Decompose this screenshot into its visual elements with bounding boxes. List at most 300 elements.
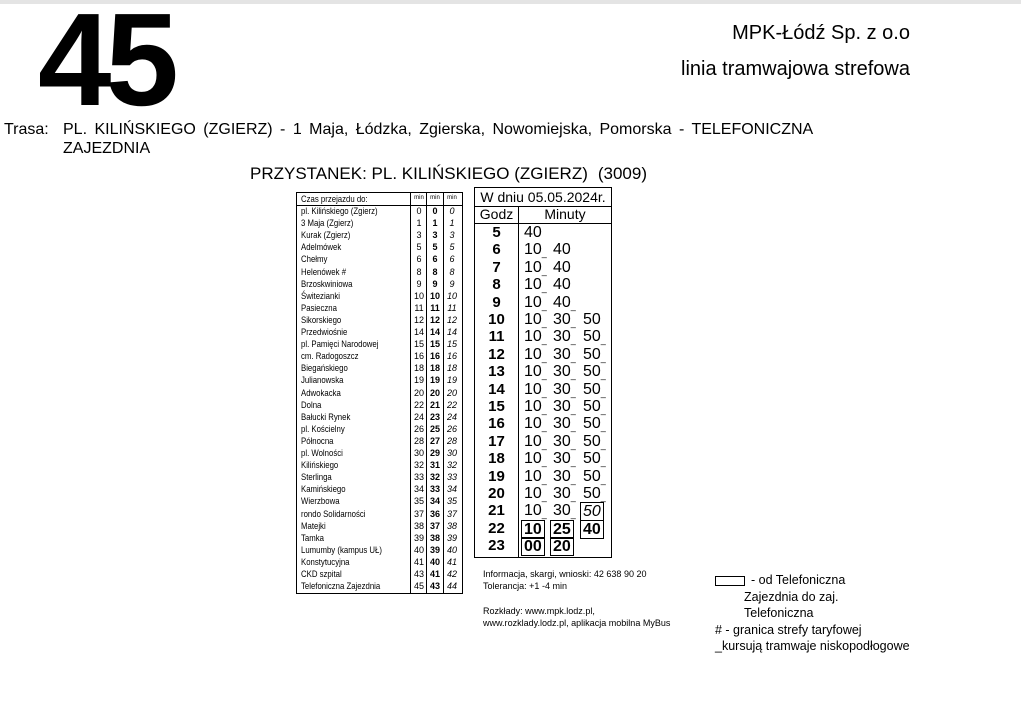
timetable-row [475, 502, 611, 519]
minute-value: 10 [524, 258, 542, 276]
timetable-row [475, 433, 611, 450]
minute-value: 00 [524, 538, 542, 556]
stop-name-cell: Świtezianki [301, 290, 340, 302]
travel-time-cell: 12 [446, 314, 457, 325]
travel-time-cell: 30 [413, 448, 424, 458]
timetable-row [475, 294, 611, 311]
low-floor-marker: _ [570, 422, 576, 433]
low-floor-marker: _ [541, 283, 547, 294]
travel-time-cell: 3 [432, 230, 438, 241]
travel-time-cell: 6 [432, 254, 438, 265]
travel-time-cell: 37 [429, 520, 440, 531]
line-number: 45 [38, 0, 173, 133]
travel-time-cell: 15 [446, 339, 457, 350]
departure-minute [583, 328, 606, 345]
low-floor-marker: _ [600, 370, 606, 381]
travel-time-cell: 38 [413, 520, 424, 531]
table-row [297, 388, 462, 400]
table-row [297, 412, 462, 424]
legend-text: # - granica strefy taryfowej [715, 623, 862, 637]
legend-text: Telefoniczna [744, 606, 814, 620]
travel-time-cell: 9 [432, 278, 438, 289]
departure-minute [521, 537, 545, 556]
tolerance-info: Tolerancja: +1 -4 min [483, 581, 568, 592]
departure-minute [553, 468, 576, 485]
minute-value: 40 [553, 276, 571, 294]
departure-minute [524, 294, 547, 311]
travel-time-cell: 41 [446, 556, 457, 567]
operator-name: MPK-Łódź Sp. z o.o [732, 22, 910, 44]
timetable-row [475, 381, 611, 398]
travel-time-cell: 39 [429, 544, 440, 555]
stop-name-cell: Północna [301, 435, 334, 447]
travel-time-cell: 24 [446, 411, 457, 422]
hour-cell: 8 [492, 276, 501, 294]
minute-value: 30 [553, 485, 571, 502]
travel-time-cell: 0 [449, 206, 455, 216]
travel-time-cell: 32 [413, 460, 424, 471]
departure-minute [583, 433, 606, 450]
travel-time-cell: 32 [446, 460, 457, 471]
low-floor-marker: _ [541, 439, 547, 450]
travel-time-cell: 18 [413, 363, 424, 374]
stop-name-cell: pl. Kościelny [301, 423, 345, 435]
low-floor-marker: _ [570, 335, 576, 346]
stop-name-cell: Julianowska [301, 375, 344, 387]
departure-minute [553, 363, 576, 380]
departure-minute [583, 311, 601, 328]
table-row [297, 206, 462, 218]
hour-cell: 20 [488, 485, 505, 502]
travel-time-cell: 34 [446, 484, 457, 495]
stop-name-cell: Kilińskiego [301, 460, 339, 472]
timetable [474, 187, 612, 558]
travel-time-cell: 18 [446, 363, 457, 374]
minute-value: 30 [553, 450, 571, 468]
minute-value: 40 [553, 241, 571, 259]
departure-minute [524, 398, 547, 415]
timetable-row [475, 363, 611, 380]
travel-time-cell: 37 [446, 508, 457, 519]
travel-time-cell: 38 [429, 532, 440, 543]
travel-time-cell: 38 [446, 520, 457, 531]
travel-time-cell: 3 [416, 230, 422, 241]
departure-minute [580, 520, 604, 539]
table-row [297, 484, 462, 496]
table-row [297, 230, 462, 242]
hour-cell: 23 [488, 537, 505, 555]
travel-time-cell: 21 [429, 399, 440, 410]
travel-time-cell: 9 [416, 278, 422, 289]
table-row [297, 339, 462, 351]
low-floor-marker: _ [541, 492, 547, 502]
stop-name-cell: Adwokacka [301, 387, 341, 399]
table-row [297, 375, 462, 387]
hour-cell: 10 [488, 311, 505, 328]
minute-value: 50 [583, 415, 601, 433]
hour-cell: 6 [492, 241, 501, 259]
travel-time-cell: 23 [429, 411, 440, 422]
low-floor-marker: _ [570, 405, 576, 415]
travel-time-cell: 16 [446, 351, 457, 362]
stop-name-cell: Biegańskiego [301, 363, 348, 375]
stop-name-cell: Kamińskiego [301, 484, 346, 496]
stop-name-cell: pl. Wolności [301, 448, 343, 459]
departure-minute [553, 398, 576, 415]
hour-cell: 12 [488, 345, 505, 363]
minutes-column-header: Minuty [544, 206, 586, 222]
minute-value: 10 [524, 380, 542, 398]
table-row [297, 521, 462, 533]
travel-time-cell: 41 [413, 556, 424, 567]
low-floor-marker: _ [541, 405, 547, 415]
departure-minute [553, 502, 576, 519]
travel-time-cell: 34 [413, 484, 424, 495]
minute-value: 50 [583, 311, 601, 328]
travel-time-cell: 40 [413, 544, 424, 555]
low-floor-marker: _ [541, 300, 547, 311]
stop-name-cell: Sterlinga [301, 472, 332, 484]
departure-minute [583, 363, 606, 380]
departure-minute [553, 485, 576, 502]
travel-time-cell: 34 [429, 496, 440, 507]
departure-minute [553, 381, 576, 398]
hour-cell: 7 [492, 258, 501, 276]
table-row [297, 533, 462, 545]
stop-name-cell: pl. Kilińskiego (Zgierz) [301, 206, 378, 217]
timetable-row [475, 537, 611, 554]
departure-minute [583, 450, 606, 467]
travel-time-cell: 20 [446, 387, 457, 398]
timetable-row [475, 415, 611, 432]
low-floor-marker: _ [570, 387, 576, 398]
minute-value: 40 [553, 258, 571, 276]
departure-minute [583, 468, 606, 485]
travel-time-cell: 12 [429, 314, 440, 325]
stop-name-cell: Adelmówek [301, 242, 342, 254]
minute-value: 40 [553, 293, 571, 311]
travel-time-cell: 32 [429, 472, 440, 483]
departure-minute [524, 363, 547, 380]
low-floor-marker: _ [541, 509, 547, 520]
low-floor-marker: _ [600, 439, 606, 450]
minute-value: 50 [583, 450, 601, 468]
departure-minute [524, 415, 547, 432]
low-floor-marker: _ [541, 370, 547, 381]
table-row [297, 218, 462, 230]
stop-name-cell: Sikorskiego [301, 314, 342, 326]
timetable-row [475, 520, 611, 537]
travel-time-cell: 9 [449, 278, 455, 289]
minute-value: 30 [553, 328, 571, 346]
low-floor-marker: _ [570, 370, 576, 381]
stop-name-cell: Telefoniczna Zajezdnia [301, 581, 381, 593]
travel-time-cell: 39 [413, 532, 424, 543]
table-row [297, 315, 462, 327]
travel-time-cell: 20 [429, 387, 440, 398]
travel-time-cell: 26 [413, 423, 424, 434]
low-floor-marker: _ [570, 439, 576, 450]
travel-time-cell: 12 [413, 314, 424, 325]
travel-time-cell: 8 [432, 266, 438, 277]
minute-value: 10 [524, 415, 542, 433]
departure-minute [524, 433, 547, 450]
timetable-row [475, 276, 611, 293]
table-row [297, 327, 462, 339]
stop-name-cell: Przedwiośnie [301, 327, 348, 338]
departure-minute [524, 381, 547, 398]
hour-cell: 11 [488, 328, 505, 346]
departure-minute [553, 311, 576, 328]
low-floor-marker: _ [541, 248, 547, 259]
websites-block [483, 606, 670, 630]
minute-value: 30 [553, 432, 571, 450]
travel-time-cell: 40 [429, 556, 440, 567]
minute-value: 30 [553, 345, 571, 363]
hour-cell: 14 [488, 380, 505, 398]
stop-name-cell: Bałucki Rynek [301, 411, 351, 423]
minute-value: 40 [583, 520, 601, 538]
timetable-row [475, 311, 611, 328]
legend-box-symbol [715, 576, 745, 586]
stop-name-cell: Konstytucyjna [301, 556, 350, 568]
minute-value: 30 [553, 398, 571, 415]
minute-value: 10 [524, 502, 542, 520]
departure-minute [524, 328, 547, 345]
travel-time-cell: 10 [446, 290, 457, 301]
table-row [297, 509, 462, 521]
hour-cell: 5 [492, 224, 501, 241]
departure-minute [583, 381, 606, 398]
travel-time-cell: 19 [413, 375, 424, 386]
travel-time-cell: 15 [413, 339, 424, 350]
travel-time-cell: 11 [414, 302, 424, 313]
minute-value: 30 [553, 467, 571, 485]
table-row [297, 424, 462, 436]
minute-value: 30 [553, 415, 571, 433]
timetable-row [475, 450, 611, 467]
minute-value: 10 [524, 293, 542, 311]
minute-value: 10 [524, 485, 542, 502]
departure-minute [524, 346, 547, 363]
low-floor-marker: _ [570, 352, 576, 363]
table-row [297, 242, 462, 254]
stop-code: (3009) [597, 164, 647, 183]
low-floor-marker: _ [570, 509, 576, 520]
table-row [297, 400, 462, 412]
hour-cell: 19 [488, 467, 505, 485]
departure-minute [583, 415, 606, 432]
travel-time-cell: 25 [429, 423, 440, 434]
travel-time-cell: 33 [429, 484, 440, 495]
travel-time-cell: 35 [413, 496, 424, 507]
departure-minute [524, 485, 547, 502]
departure-minute [524, 241, 547, 258]
minute-value: 10 [524, 363, 542, 381]
travel-time-cell: 29 [429, 448, 440, 458]
stop-name: PRZYSTANEK: PL. KILIŃSKIEGO (ZGIERZ) [250, 164, 588, 183]
minute-value: 10 [524, 467, 542, 485]
minute-value: 10 [524, 398, 542, 415]
travel-time-cell: 24 [413, 411, 424, 422]
stop-name-cell: Brzoskwiniowa [301, 278, 353, 290]
table-row [297, 581, 462, 593]
minute-value: 50 [583, 432, 601, 450]
timetable-date: W dniu 05.05.2024r. [475, 188, 611, 207]
travel-times-table [296, 192, 463, 594]
travel-time-cell: 28 [446, 435, 457, 446]
minute-value: 50 [583, 380, 601, 398]
travel-time-cell: 33 [413, 472, 424, 483]
departure-minute [524, 276, 547, 293]
route-text: PL. KILIŃSKIEGO (ZGIERZ) - 1 Maja, Łódzka, Zgierska, Nowomiejska, Pomorska - TELEFONICZNA ZAJEZDNIA [63, 121, 813, 157]
table-row [297, 496, 462, 508]
table-row [297, 460, 462, 472]
hour-cell: 13 [488, 363, 505, 381]
travel-time-cell: 10 [413, 290, 424, 301]
unit-label: min [447, 195, 457, 201]
travel-times-header-label: Czas przejazdu do: [301, 194, 368, 205]
stop-name-cell: CKD szpital [301, 569, 342, 580]
travel-time-cell: 6 [416, 254, 422, 265]
low-floor-marker: _ [541, 318, 547, 328]
low-floor-marker: _ [600, 387, 606, 398]
legend-text: Zajezdnia do zaj. [744, 590, 839, 604]
travel-time-cell: 20 [413, 387, 424, 398]
table-row [297, 436, 462, 448]
low-floor-marker: _ [600, 405, 606, 415]
table-row [297, 448, 462, 460]
travel-time-cell: 44 [446, 581, 457, 592]
table-row [297, 557, 462, 569]
minute-value: 10 [524, 450, 542, 468]
stop-heading [250, 164, 647, 184]
timetable-row [475, 468, 611, 485]
departure-minute [553, 241, 571, 258]
low-floor-marker: _ [541, 457, 547, 468]
table-row [297, 279, 462, 291]
stop-name-cell: Tamka [301, 532, 324, 544]
hour-column-header: Godz [479, 206, 514, 222]
travel-time-cell: 6 [449, 254, 455, 265]
low-floor-marker: _ [600, 474, 606, 485]
low-floor-marker: _ [570, 492, 576, 502]
hour-cell: 18 [488, 450, 505, 468]
table-row [297, 545, 462, 557]
minute-value: 30 [553, 502, 571, 520]
travel-time-cell: 14 [446, 327, 457, 337]
timetable-row [475, 241, 611, 258]
table-row [297, 472, 462, 484]
departure-minute [553, 259, 571, 276]
hour-cell: 17 [488, 432, 505, 450]
travel-time-cell: 11 [447, 302, 457, 313]
minute-value: 10 [524, 276, 542, 294]
travel-time-cell: 22 [446, 399, 457, 410]
travel-time-cell: 39 [446, 532, 457, 543]
minute-value: 50 [583, 503, 601, 521]
travel-time-cell: 22 [413, 399, 424, 410]
departure-minute [521, 520, 545, 539]
info-block [483, 569, 647, 593]
departure-minute [550, 520, 574, 539]
stop-name-cell: pl. Pamięci Narodowej [301, 339, 379, 351]
timetable-row [475, 328, 611, 345]
travel-time-cell: 11 [430, 302, 440, 313]
stop-name-cell: Pasieczna [301, 302, 337, 314]
low-floor-marker: _ [600, 335, 606, 346]
low-floor-marker: _ [541, 352, 547, 363]
low-floor-marker: _ [541, 387, 547, 398]
websites-line: Rozkłady: www.mpk.lodz.pl, [483, 606, 595, 617]
stop-name-cell: Kurak (Zgierz) [301, 230, 351, 242]
table-row [297, 291, 462, 303]
contact-info: Informacja, skargi, wnioski: 42 638 90 20 [483, 569, 647, 580]
table-row [297, 569, 462, 581]
timetable-row [475, 259, 611, 276]
route-label: Trasa: [4, 121, 49, 138]
travel-time-cell: 1 [416, 218, 422, 229]
hour-cell: 22 [488, 519, 505, 537]
travel-time-cell: 8 [449, 266, 455, 277]
departure-minute [524, 224, 542, 241]
hour-cell: 16 [488, 415, 505, 433]
legend-text: - od Telefoniczna [751, 573, 846, 587]
travel-time-cell: 8 [416, 266, 422, 277]
low-floor-marker: _ [570, 318, 576, 328]
travel-time-cell: 26 [446, 423, 457, 434]
travel-time-cell: 16 [413, 351, 424, 362]
timetable-column-headers [475, 206, 611, 224]
travel-time-cell: 14 [413, 327, 424, 337]
table-row [297, 254, 462, 266]
departure-minute [550, 537, 574, 556]
hour-cell: 21 [488, 502, 505, 520]
travel-time-cell: 30 [446, 448, 457, 458]
timetable-row [475, 346, 611, 363]
travel-time-cell: 5 [449, 242, 455, 253]
low-floor-marker: _ [600, 352, 606, 363]
timetable-row [475, 485, 611, 502]
stop-name-cell: Matejki [301, 520, 326, 532]
travel-time-cell: 42 [446, 569, 457, 579]
travel-time-cell: 1 [432, 218, 438, 229]
travel-time-cell: 15 [429, 339, 440, 350]
travel-time-cell: 14 [429, 327, 440, 337]
low-floor-marker: _ [600, 457, 606, 468]
minute-value: 50 [583, 467, 601, 485]
departure-minute [553, 415, 576, 432]
travel-times-header [297, 193, 462, 206]
minute-value: 10 [524, 241, 542, 259]
travel-time-cell: 27 [429, 435, 440, 446]
travel-time-cell: 3 [449, 230, 455, 241]
travel-time-cell: 0 [432, 206, 438, 216]
minute-value: 25 [553, 520, 571, 538]
minute-value: 50 [583, 485, 601, 502]
line-type: linia tramwajowa strefowa [681, 58, 910, 80]
departure-minute [524, 311, 547, 328]
travel-time-cell: 28 [413, 435, 424, 446]
travel-time-cell: 37 [413, 508, 424, 519]
travel-time-cell: 41 [429, 569, 440, 579]
departure-minute [583, 346, 606, 363]
stop-name-cell: rondo Solidarności [301, 508, 366, 520]
departure-minute [583, 398, 606, 415]
low-floor-marker: _ [570, 474, 576, 485]
departure-minute [553, 276, 571, 293]
hour-cell: 9 [492, 293, 501, 311]
